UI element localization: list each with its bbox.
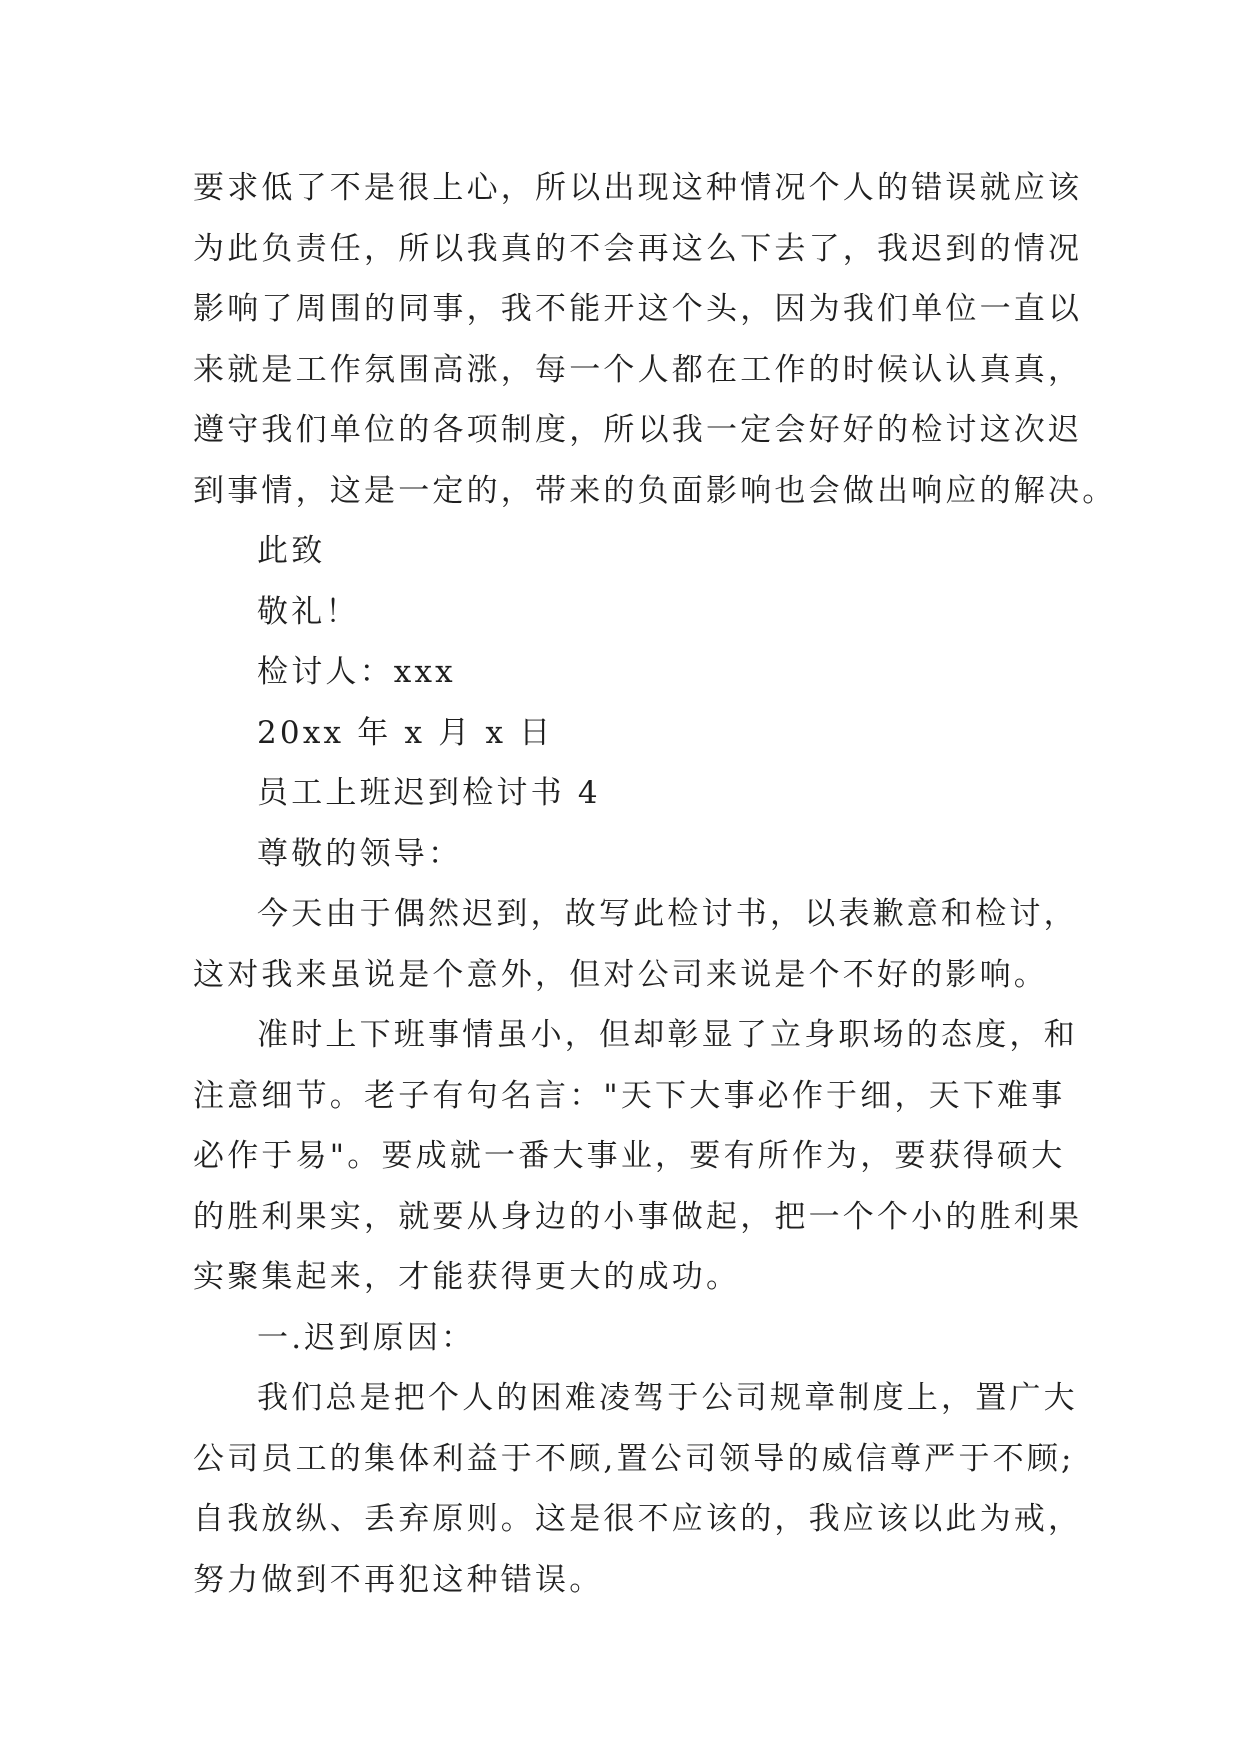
paragraph-line: 这对我来虽说是个意外，但对公司来说是个不好的影响。 [193,956,1048,993]
signature-line: 检讨人：xxx [257,654,456,690]
body-line: 遵守我们单位的各项制度，所以我一定会好好的检讨这次迟 [193,412,1083,448]
body-line: 为此负责任，所以我真的不会再这么下去了，我迟到的情况 [193,230,1083,267]
paragraph-line: 必作于易"。要成就一番大事业，要有所作为，要获得硕大 [193,1138,1066,1174]
body-line: 来就是工作氛围高涨，每一个人都在工作的时候认认真真， [193,351,1083,388]
paragraph-line: 公司员工的集体利益于不顾,置公司领导的威信尊严于不顾; [193,1440,1075,1477]
date-line: 20xx 年 x 月 x 日 [257,714,554,751]
paragraph-line: 我们总是把个人的困难凌驾于公司规章制度上，置广大 [257,1380,1078,1416]
closing-salutation: 此致 [257,533,326,569]
paragraph-line: 实聚集起来，才能获得更大的成功。 [193,1259,741,1295]
body-line: 要求低了不是很上心，所以出现这种情况个人的错误就应该 [193,170,1083,206]
closing-regards: 敬礼！ [257,593,360,630]
document-body [193,158,1117,1610]
paragraph-line: 今天由于偶然迟到，故写此检讨书，以表歉意和检讨， [257,896,1078,932]
paragraph-line: 准时上下班事情虽小，但却彰显了立身职场的态度，和 [257,1017,1078,1053]
paragraph-line: 自我放纵、丢弃原则。这是很不应该的，我应该以此为戒， [193,1501,1083,1537]
paragraph-line: 努力做到不再犯这种错误。 [193,1561,604,1598]
paragraph-line: 的胜利果实，就要从身边的小事做起，把一个个小的胜利果 [193,1198,1083,1235]
section-title: 员工上班迟到检讨书 4 [257,775,601,811]
body-line: 到事情，这是一定的，带来的负面影响也会做出响应的解决。 [193,472,1117,509]
subheading: 一.迟到原因： [257,1319,476,1356]
body-line: 影响了周围的同事，我不能开这个头，因为我们单位一直以 [193,291,1083,327]
greeting: 尊敬的领导： [257,835,463,872]
paragraph-line: 注意细节。老子有句名言："天下大事必作于细，天下难事 [193,1077,1066,1114]
